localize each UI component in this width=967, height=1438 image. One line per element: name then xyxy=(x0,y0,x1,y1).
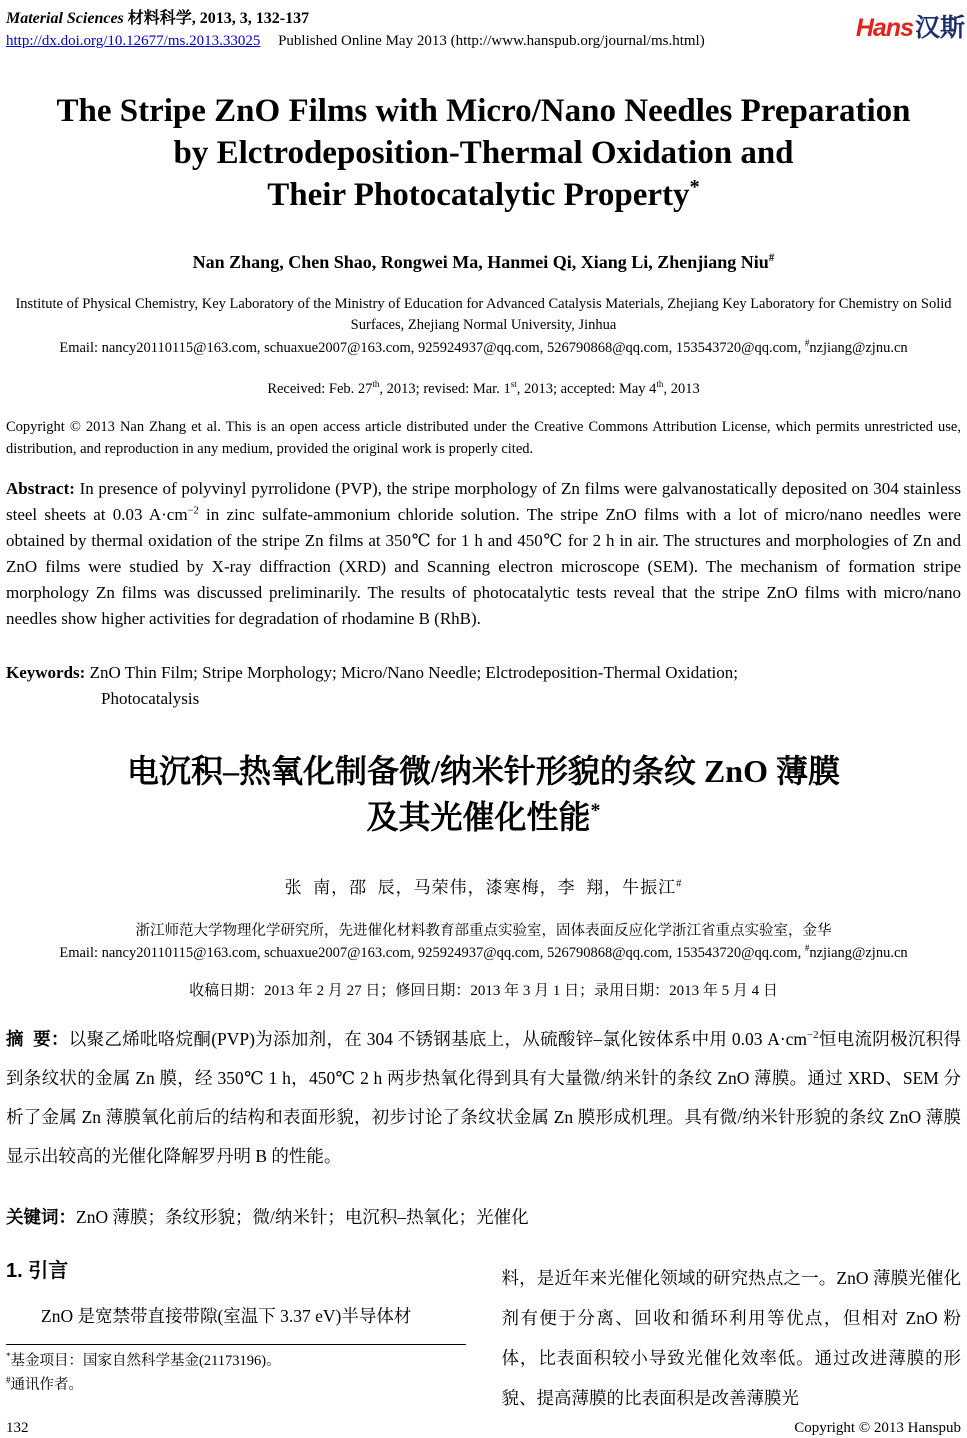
cn-authors-line: 张 南，邵 辰，马荣伟，漆寒梅，李 翔，牛振江# xyxy=(284,878,683,897)
cn-keywords-paragraph: 关键词：ZnO 薄膜；条纹形貌；微/纳米针；电沉积–热氧化；光催化 xyxy=(6,1207,529,1227)
email-line: Email: nancy20110115@163.com, schuaxue2007@163.com, 925924937@qq.com, 526790868@qq.com, 153543720@qq.com, #nzjiang@zjnu.cn xyxy=(59,338,908,356)
intro-right-paragraph: 料，是近年来光催化领域的研究热点之一。ZnO 薄膜光催化剂有便于分离、回收和循环利用等优点，但相对 ZnO 粉体，比表面积较小导致光催化效率低。通过改进薄膜的形貌、提高薄膜的比表面积是改善薄膜光 xyxy=(501,1268,961,1408)
issue-info: , 2013, 3, 132-137 xyxy=(191,10,310,27)
doi-link[interactable]: http://dx.doi.org/10.12677/ms.2013.33025 xyxy=(6,33,261,49)
cn-title-line-1: 电沉积–热氧化制备微/纳米针形貌的条纹 ZnO 薄膜 xyxy=(127,753,840,789)
page-footer xyxy=(6,1418,961,1438)
keywords-paragraph: Keywords: ZnO Thin Film; Stripe Morphology; Micro/Nano Needle; Elctrodeposition-Thermal Oxidation; Photocatalysis xyxy=(6,663,738,708)
page-number: 132 xyxy=(6,1420,29,1436)
journal-title-zh: 材料科学 xyxy=(127,10,192,27)
title-line-3: Their Photocatalytic Property* xyxy=(267,176,700,213)
copyright-notice: Copyright © 2013 Nan Zhang et al. This is an open access article distributed under the Creative Commons Attribution License, which permits unrestricted use, distribution, and reproduction in any medium, provided the original work is properly cited. xyxy=(6,419,961,457)
doi-line xyxy=(6,31,705,52)
intro-right-column xyxy=(502,1258,962,1418)
journal-header xyxy=(6,8,965,52)
received-line: Received: Feb. 27th, 2013; revised: Mar. 1st, 2013; accepted: May 4th, 2013 xyxy=(267,379,700,397)
abstract-paragraph: Abstract: In presence of polyvinyl pyrrolidone (PVP), the stripe morphology of Zn films were galvanostatically deposited on 304 stainless steel sheets at 0.03 $A\cdot cm^{-2}$ in zinc sulfate-ammonium chloride solution. The stripe ZnO films with a lot of micro/nano needles were obtained by thermal oxidation of the stripe Zn films at 350℃ for 1 h and 450℃ for 2 h in air. The structures and morphologies of Zn and ZnO films were studied by X-ray diffraction (XRD) and Scanning electron microscope (SEM). The mechanism of formation stripe morphology Zn films was discussed preliminarily. The results of photocatalytic tests reveal that the stripe ZnO films with micro/nano needles show higher activities for degradation of rhodamine B (RhB). xyxy=(6,479,961,628)
footnote-divider xyxy=(6,1344,466,1345)
hans-logo-text: Hans xyxy=(855,14,913,42)
footer-copyright: Copyright © 2013 Hanspub xyxy=(794,1420,961,1436)
footnote-corresponding: #通讯作者。 xyxy=(6,1375,83,1393)
section-heading-intro: 1. 引言 xyxy=(6,1260,69,1282)
journal-title-line xyxy=(6,8,705,29)
hans-logo-zh-text: 汉斯 xyxy=(914,14,965,42)
journal-info xyxy=(6,8,705,52)
cn-abstract-paragraph: 摘 要：以聚乙烯吡咯烷酮(PVP)为添加剂，在 304 不锈钢基底上，从硫酸锌–氯化铵体系中用 0.03 $A\cdot cm^{-2}$恒电流阴极沉积得到条纹状的金属 Zn 膜，经 350℃ 1 h，450℃ 2 h 两步热氧化得到具有大量微/纳米针的条纹 ZnO 薄膜。通过 XRD、SEM 分析了金属 Zn 薄膜氧化前后的结构和表面形貌，初步讨论了条纹状金属 Zn 膜形成机理。具有微/纳米针形貌的条纹 ZnO 薄膜显示出较高的光催化降解罗丹明 B 的性能。 xyxy=(6,1029,962,1166)
hans-logo xyxy=(856,8,965,44)
footnote-funding: *基金项目：国家自然科学基金(21173196)。 xyxy=(6,1351,281,1369)
title-line-1: The Stripe ZnO Films with Micro/Nano Needles Preparation xyxy=(56,93,911,129)
cn-dates-line: 收稿日期：2013 年 2 月 27 日；修回日期：2013 年 3 月 1 日；录用日期：2013 年 5 月 4 日 xyxy=(189,983,778,999)
intro-section xyxy=(6,1258,961,1418)
intro-left-column xyxy=(6,1258,466,1418)
cn-email-line: Email: nancy20110115@163.com, schuaxue2007@163.com, 925924937@qq.com, 526790868@qq.com, 153543720@qq.com, #nzjiang@zjnu.cn xyxy=(59,943,908,961)
intro-left-paragraph: ZnO 是宽禁带直接带隙(室温下 3.37 eV)半导体材 xyxy=(41,1306,412,1326)
article-title xyxy=(6,90,961,216)
cn-affiliation-line: 浙江师范大学物理化学研究所，先进催化材料教育部重点实验室，固体表面反应化学浙江省重点实验室，金华 xyxy=(135,923,832,939)
published-info: Published Online May 2013 (http://www.hanspub.org/journal/ms.html) xyxy=(278,33,705,49)
title-line-2: by Elctrodeposition-Thermal Oxidation and xyxy=(173,135,794,171)
journal-title-en: Material Sciences xyxy=(6,10,124,27)
cn-article-title xyxy=(6,748,961,840)
cn-title-line-2: 及其光催化性能* xyxy=(366,799,601,835)
authors-line: Nan Zhang, Chen Shao, Rongwei Ma, Hanmei Qi, Xiang Li, Zhenjiang Niu# xyxy=(192,252,775,272)
affiliation-line: Institute of Physical Chemistry, Key Laboratory of the Ministry of Education for Advanced Catalysis Materials, Zhejiang Key Laboratory for Chemistry on Solid Surfaces, Zhejiang Normal University, Jinhua xyxy=(15,296,952,333)
